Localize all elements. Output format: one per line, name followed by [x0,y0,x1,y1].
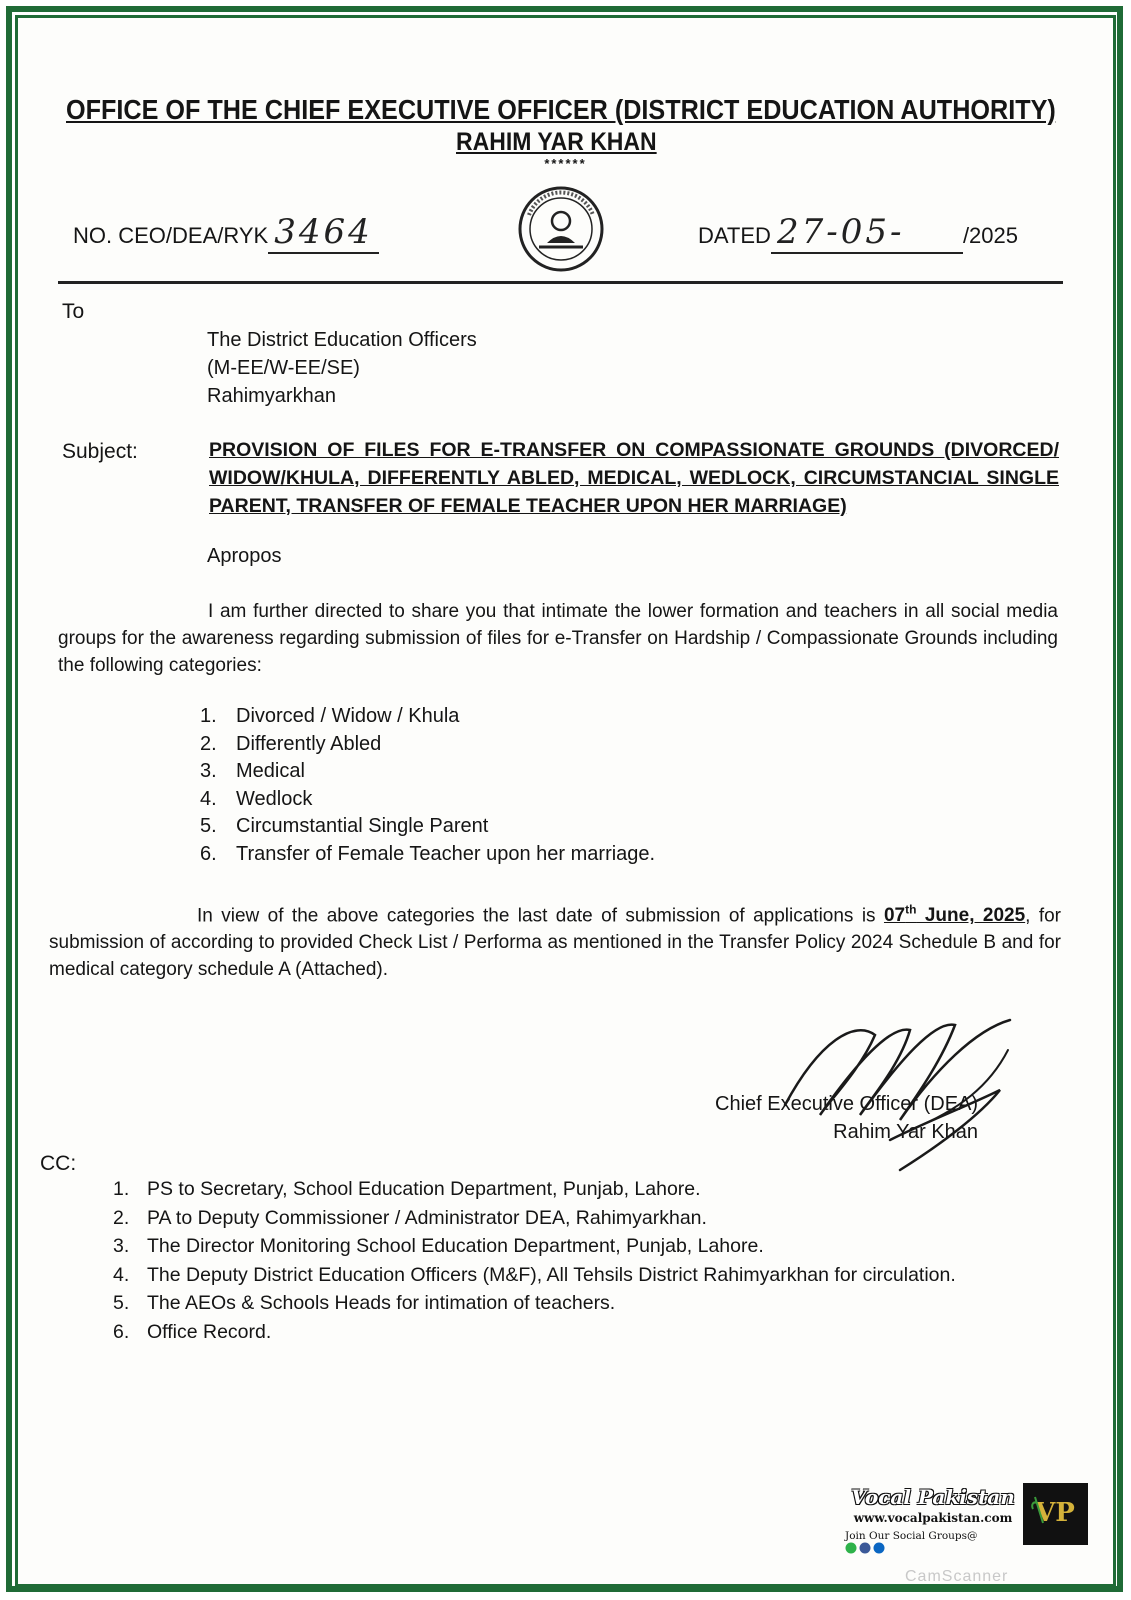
authority-seal-icon [517,185,605,273]
vp-logo-icon [1023,1483,1088,1545]
list-item [113,1204,956,1233]
recipient-line: The District Education Officers [207,329,477,351]
category-text: Divorced / Widow / Khula [236,705,460,727]
list-item [113,1175,956,1204]
reference-number [73,212,379,254]
watermark-join [845,1530,1021,1554]
whatsapp-icon [846,1543,857,1554]
list-item [200,758,655,786]
list-item [200,841,655,869]
signatory-title: Chief Executive Officer (DEA) [715,1093,979,1115]
list-number: 3. [113,1235,130,1257]
category-list [200,703,655,868]
watermark-logo [1023,1483,1088,1545]
signatory-location: Rahim Yar Khan [833,1121,979,1143]
list-number: 1. [113,1178,130,1200]
to-label: To [62,300,85,323]
deadline-day: 07 [883,905,906,927]
list-item [200,703,655,731]
watermark-url[interactable]: www.vocalpakistan.com [853,1511,1013,1525]
list-number: 4. [113,1263,130,1286]
cc-text: Office Record. [147,1320,272,1343]
list-item [113,1318,956,1347]
list-item [113,1232,956,1261]
body-paragraph-2 [49,897,1061,983]
list-number: 5. [113,1292,130,1314]
list-number: 6. [200,842,217,865]
list-item [200,813,655,841]
dated-field [698,212,1018,254]
cc-text: The AEOs & Schools Heads for intimation of teachers. [147,1292,616,1314]
watermark-join-text: Join Our Social Groups@ [845,1530,978,1542]
dated-year: /2025 [962,223,1018,248]
list-item [113,1261,956,1290]
facebook-icon [860,1543,871,1554]
para2-rest: , for submission of according to provided Check List / Performa as mentioned in the Transfer Policy 2024 Schedule B and for medical category schedule A (Attached). [49,905,1061,981]
recipient-address [207,326,477,410]
deadline-month-year: June, 2025 [916,905,1026,927]
district-name-text: RAHIM YAR KHAN [456,128,658,156]
social-icons[interactable] [845,1542,887,1554]
handwritten-signature [760,1010,1050,1180]
list-number: 1. [200,705,217,727]
cc-text: The Deputy District Education Officers (M&F), All Tehsils District Rahimyarkhan for circulation. [147,1263,956,1286]
deadline-suffix: th [905,903,917,917]
list-item [200,731,655,759]
subject-text: PROVISION OF FILES FOR E-TRANSFER ON COMPASSIONATE GROUNDS (DIVORCED/ WIDOW/KHULA, DIFFERENTLY ABLED, MEDICAL, WEDLOCK, CIRCUMSTANCIAL SINGLE PARENT, TRANSFER OF FEMALE TEACHER UPON HER MARRIAGE) [209,439,1059,517]
cc-text: PS to Secretary, School Education Department, Punjab, Lahore. [147,1178,701,1200]
cc-text: PA to Deputy Commissioner / Administrator DEA, Rahimyarkhan. [147,1206,707,1229]
list-number: 4. [200,787,217,810]
watermark-brand: Vocal Pakistan [851,1485,1015,1509]
cc-label: CC: [40,1152,77,1175]
list-number: 5. [200,815,217,837]
category-text: Differently Abled [236,732,382,755]
recipient-line: Rahimyarkhan [207,385,336,407]
list-item [200,786,655,814]
office-title: OFFICE OF THE CHIEF EXECUTIVE OFFICER (DISTRICT EDUCATION AUTHORITY) [66,94,1056,125]
category-text: Medical [236,760,305,782]
district-name [0,128,1131,157]
para2-intro: In view of the above categories the last date of submission of applications is [197,905,884,927]
header-divider [58,281,1063,284]
body-paragraph-1: I am further directed to share you that intimate the lower formation and teachers in all social media groups for the awareness regarding submission of files for e-Transfer on Hardship / Compassionate Grounds including the following categories: [58,601,1058,676]
apropos-text: Apropos [207,545,282,567]
linkedin-icon [874,1543,885,1554]
reference-number-value: 3464 [268,212,379,254]
cc-text: The Director Monitoring School Education Department, Punjab, Lahore. [147,1235,764,1257]
list-number: 2. [113,1206,130,1229]
list-item [113,1289,956,1318]
deadline-date [884,905,1025,926]
cc-list [113,1175,956,1346]
header-stars: ****** [544,156,587,171]
dated-value: 27-05- [771,212,963,254]
list-number: 3. [200,760,217,782]
svg-text:VP: VP [1035,1498,1075,1528]
reference-number-label: NO. CEO/DEA/RYK [73,223,269,248]
subject-label: Subject: [62,440,138,463]
category-text: Wedlock [236,787,313,810]
recipient-line: (M-EE/W-EE/SE) [207,357,360,379]
category-text: Transfer of Female Teacher upon her marriage. [236,842,656,865]
dated-label: DATED [698,223,771,248]
list-number: 2. [200,732,217,755]
list-number: 6. [113,1320,130,1343]
scanner-watermark: CamScanner [905,1568,1009,1585]
category-text: Circumstantial Single Parent [236,815,489,837]
